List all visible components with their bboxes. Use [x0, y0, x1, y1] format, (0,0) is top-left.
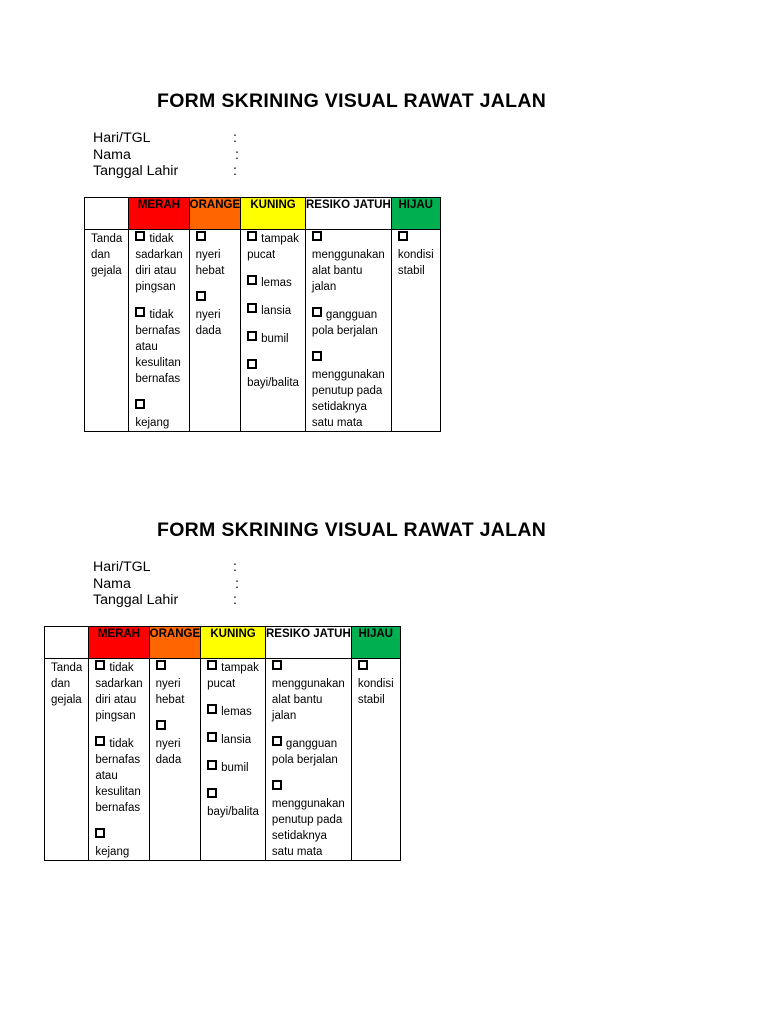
checkbox[interactable]	[247, 275, 257, 285]
field-row	[93, 146, 239, 164]
checklist-item-label: nyeri hebat	[195, 249, 225, 277]
field-colon: :	[233, 559, 237, 575]
triage-table	[84, 197, 441, 432]
checklist-item-label: menggunakan alat bantu jalan	[311, 249, 385, 293]
checkbox[interactable]	[312, 351, 322, 361]
field-label: Nama	[93, 575, 131, 592]
checklist-item	[247, 303, 299, 319]
checklist	[190, 230, 240, 339]
checklist-item-label: nyeri dada	[195, 309, 222, 337]
checklist-item	[207, 732, 259, 748]
checkbox[interactable]	[247, 359, 257, 369]
checklist-item	[95, 660, 142, 724]
checkbox[interactable]	[207, 660, 217, 670]
checklist	[306, 230, 391, 431]
checklist	[266, 659, 351, 860]
row-label-cell	[85, 230, 129, 432]
column-header	[149, 627, 200, 659]
column-header	[85, 198, 129, 230]
checklist-item	[207, 760, 259, 776]
symptom-cell	[201, 659, 266, 861]
checklist-item	[207, 788, 259, 820]
checklist-item	[247, 359, 299, 391]
checklist-item-label: nyeri hebat	[155, 678, 185, 706]
checklist-item	[196, 231, 234, 279]
field-row	[93, 575, 239, 593]
checklist-item-label: tidak sadarkan diri atau pingsan	[95, 662, 143, 722]
checkbox[interactable]	[272, 660, 282, 670]
checkbox[interactable]	[207, 704, 217, 714]
checklist	[352, 659, 400, 708]
checkbox[interactable]	[135, 307, 145, 317]
table-row	[45, 659, 401, 861]
checklist	[201, 659, 265, 820]
field-label: Hari/TGL	[93, 130, 151, 146]
symptom-cell	[189, 230, 240, 432]
field-colon: :	[235, 146, 239, 163]
checklist-item	[312, 307, 385, 339]
column-header	[45, 627, 89, 659]
checklist-item-label: bayi/balita	[247, 377, 299, 389]
checkbox[interactable]	[95, 736, 105, 746]
checkbox[interactable]	[207, 788, 217, 798]
checkbox[interactable]	[156, 720, 166, 730]
column-header-label: KUNING	[210, 628, 256, 640]
checklist-item	[196, 291, 234, 339]
column-header	[391, 198, 440, 230]
symptom-cell	[89, 659, 149, 861]
checkbox[interactable]	[196, 291, 206, 301]
checklist-item	[156, 660, 194, 708]
checklist-item-label: lemas	[221, 706, 252, 718]
checkbox[interactable]	[272, 780, 282, 790]
checklist-item-label: kondisi stabil	[397, 249, 434, 277]
column-header-label: RESIKO JATUH	[265, 628, 351, 640]
symptom-cell	[351, 659, 400, 861]
checkbox[interactable]	[312, 231, 322, 241]
checklist-item	[398, 231, 434, 279]
checklist-item	[272, 736, 345, 768]
checklist-item	[358, 660, 394, 708]
symptom-cell	[129, 230, 189, 432]
patient-fields	[93, 130, 239, 180]
row-label: Tanda dan gejala	[51, 662, 83, 706]
field-label: Nama	[93, 146, 131, 163]
column-header-label: MERAH	[97, 628, 141, 640]
checklist-item	[95, 736, 142, 816]
column-header	[189, 198, 240, 230]
checklist-item	[207, 704, 259, 720]
checkbox[interactable]	[272, 736, 282, 746]
column-header-label	[45, 627, 88, 628]
column-header	[265, 627, 351, 659]
checkbox[interactable]	[135, 399, 145, 409]
column-header	[305, 198, 391, 230]
checklist-item	[272, 780, 345, 860]
checklist-item-label: tampak pucat	[207, 662, 259, 690]
checklist-item-label: nyeri dada	[155, 738, 182, 766]
column-header-label: ORANGE	[189, 199, 241, 211]
checklist-item-label: gangguan pola berjalan	[311, 309, 378, 337]
column-header	[89, 627, 149, 659]
checklist-item	[312, 231, 385, 295]
checkbox[interactable]	[207, 732, 217, 742]
checklist-item	[247, 275, 299, 291]
checklist-item-label: bumil	[261, 333, 289, 345]
checklist-item-label: bayi/balita	[207, 806, 259, 818]
symptom-cell	[265, 659, 351, 861]
checklist-item-label: tidak bernafas atau kesulitan bernafas	[95, 738, 141, 814]
field-colon: :	[233, 592, 237, 608]
checkbox[interactable]	[207, 760, 217, 770]
column-header	[129, 198, 189, 230]
checkbox[interactable]	[247, 331, 257, 341]
checkbox[interactable]	[156, 660, 166, 670]
checklist-item-label: gangguan pola berjalan	[271, 738, 338, 766]
form-title: FORM SKRINING VISUAL RAWAT JALAN	[157, 519, 547, 541]
column-header-label: MERAH	[137, 199, 181, 211]
field-label: Tanggal Lahir	[93, 592, 179, 608]
table-header-row	[45, 627, 401, 659]
field-row	[93, 130, 237, 147]
column-header-label: KUNING	[250, 199, 296, 211]
field-colon: :	[233, 130, 237, 146]
triage-table	[44, 626, 401, 861]
checklist-item-label: menggunakan penutup pada setidaknya satu mata	[311, 369, 385, 429]
row-label-cell	[45, 659, 89, 861]
checklist-item-label: bumil	[221, 762, 249, 774]
checklist-item-label: lansia	[221, 734, 252, 746]
column-header-label	[85, 198, 128, 199]
checklist	[392, 230, 440, 279]
checkbox[interactable]	[398, 231, 408, 241]
field-colon: :	[235, 575, 239, 592]
checkbox[interactable]	[247, 303, 257, 313]
checkbox[interactable]	[95, 828, 105, 838]
row-label: Tanda dan gejala	[91, 233, 123, 277]
checklist-item-label: kejang	[95, 846, 130, 858]
checklist-item-label: menggunakan penutup pada setidaknya satu mata	[271, 798, 345, 858]
checkbox[interactable]	[95, 660, 105, 670]
checklist-item-label: lansia	[261, 305, 292, 317]
checkbox[interactable]	[312, 307, 322, 317]
checklist-item-label: kejang	[135, 417, 170, 429]
checkbox[interactable]	[135, 231, 145, 241]
form-title: FORM SKRINING VISUAL RAWAT JALAN	[157, 90, 547, 112]
column-header	[351, 627, 400, 659]
checklist-item	[272, 660, 345, 724]
column-header-label: ORANGE	[149, 628, 201, 640]
field-label: Tanggal Lahir	[93, 163, 179, 179]
table-header-row	[85, 198, 441, 230]
field-row	[93, 163, 237, 180]
checklist-item-label: menggunakan alat bantu jalan	[271, 678, 345, 722]
checklist-item	[247, 331, 299, 347]
table-row	[85, 230, 441, 432]
checklist-item	[312, 351, 385, 431]
checklist-item	[156, 720, 194, 768]
checklist-item-label: kondisi stabil	[357, 678, 394, 706]
patient-fields	[93, 559, 239, 609]
checklist	[89, 659, 148, 860]
field-row	[93, 592, 237, 609]
symptom-cell	[241, 230, 306, 432]
checklist-item-label: tidak sadarkan diri atau pingsan	[135, 233, 183, 293]
column-header-label: HIJAU	[398, 199, 433, 211]
checkbox[interactable]	[247, 231, 257, 241]
symptom-cell	[149, 659, 200, 861]
checklist-item	[135, 399, 182, 431]
symptom-cell	[391, 230, 440, 432]
column-header	[201, 627, 266, 659]
column-header-label: RESIKO JATUH	[305, 199, 391, 211]
column-header	[241, 198, 306, 230]
checklist-item	[207, 660, 259, 692]
checklist-item-label: lemas	[261, 277, 292, 289]
checklist-item	[95, 828, 142, 860]
checklist	[129, 230, 188, 431]
checklist-item	[247, 231, 299, 263]
field-row	[93, 559, 237, 576]
checkbox[interactable]	[358, 660, 368, 670]
checklist-item	[135, 307, 182, 387]
checklist-item-label: tampak pucat	[247, 233, 299, 261]
checkbox[interactable]	[196, 231, 206, 241]
field-colon: :	[233, 163, 237, 179]
field-label: Hari/TGL	[93, 559, 151, 575]
checklist	[150, 659, 200, 768]
checklist	[241, 230, 305, 391]
symptom-cell	[305, 230, 391, 432]
checklist-item-label: tidak bernafas atau kesulitan bernafas	[135, 309, 181, 385]
checklist-item	[135, 231, 182, 295]
column-header-label: HIJAU	[358, 628, 393, 640]
